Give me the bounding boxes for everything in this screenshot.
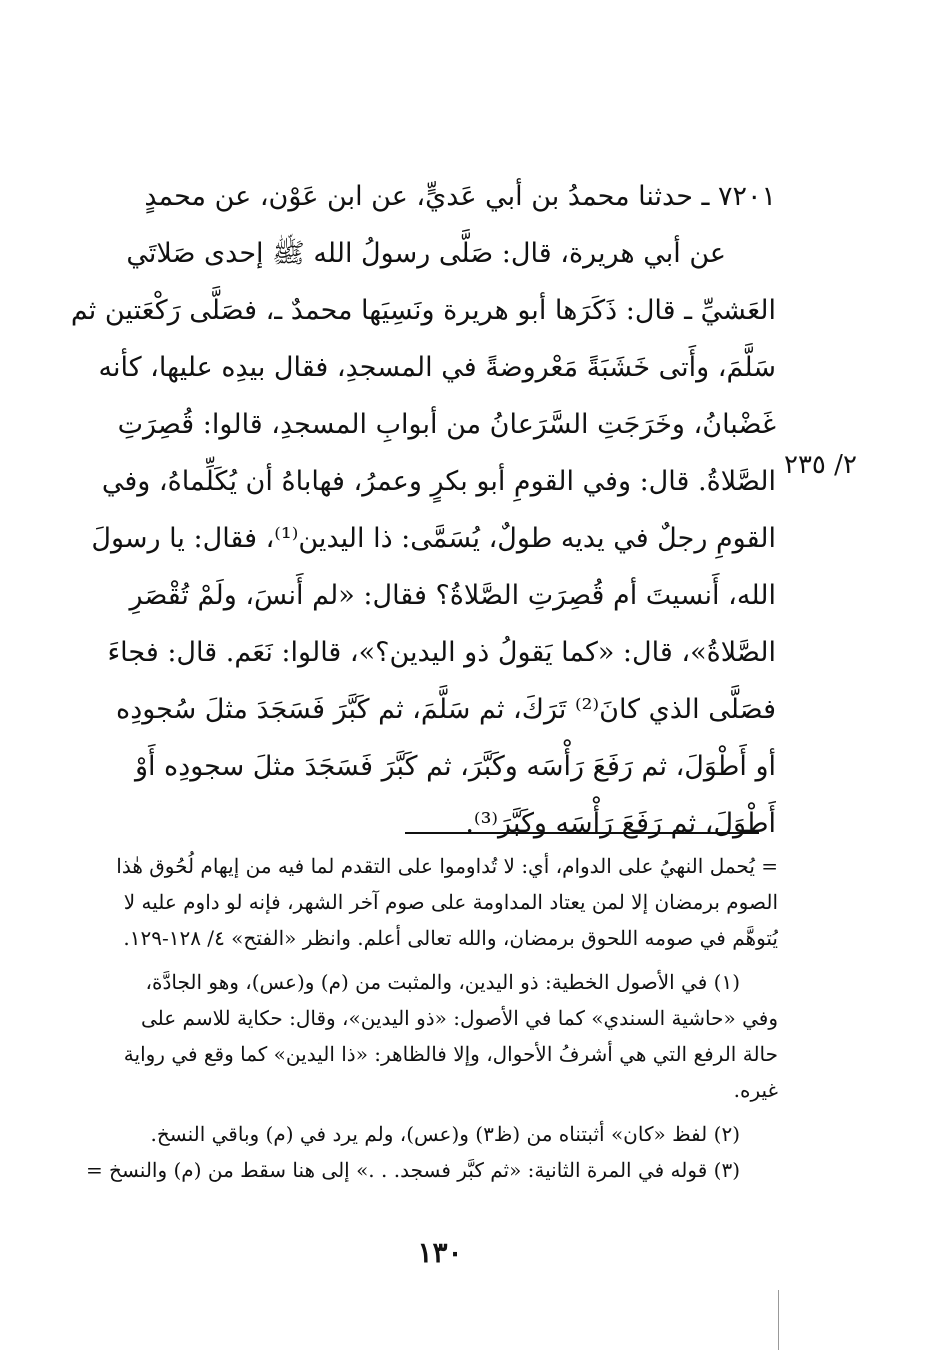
hadith-line: سَلَّمَ، وأَتى خَشَبَةً مَعْروضةً في المسجدِ، فقال بيدِه عليها، كأنه xyxy=(98,352,776,383)
hadith-line: الله، أَنسيتَ أم قُصِرَتِ الصَّلاةُ؟ فقال: «لم أَنسَ، ولَمْ تُقْصَرِ xyxy=(129,580,776,611)
footnote-gap xyxy=(66,956,778,964)
footnote-separator xyxy=(405,832,759,834)
hadith-line: الصَّلاةُ. قال: وفي القومِ أبو بكرٍ وعمرُ، فهاباهُ أن يُكَلِّماهُ، وفي xyxy=(101,466,776,497)
footnote-line: (٣) قوله في المرة الثانية: «ثم كبَّر فسجد. . .» إلى هنا سقط من (م) والنسخ = xyxy=(85,1158,740,1182)
hadith-line: غَضْبانُ، وخَرَجَتِ السَّرَعانُ من أبوابِ المسجدِ، قالوا: قُصِرَتِ xyxy=(117,409,776,440)
margin-reference: ٢/ ٢٣٥ xyxy=(784,450,857,480)
hadith-line: العَشيِّ ـ قال: ذَكَرَها أبو هريرة ونَسِيَها محمدٌ ـ، فصَلَّى رَكْعَتين ثم xyxy=(70,295,776,326)
hadith-line: عن أبي هريرة، قال: صَلَّى رسولُ الله ﷺ إحدى صَلاتَي xyxy=(126,238,726,269)
hadith-line: الصَّلاةُ»، قال: «كما يَقولُ ذو اليدين؟»، قالوا: نَعَم. قال: فجاءَ xyxy=(107,637,776,668)
footnote-line: حالة الرفع التي هي أشرفُ الأحوال، وإلا فالظاهر: «ذا اليدين» كما وقع في رواية xyxy=(123,1042,778,1066)
hadith-line: القومِ رجلٌ في يديه طولٌ، يُسَمَّى: ذا اليدين⁽¹⁾، فقال: يا رسولَ xyxy=(91,523,776,554)
footnotes xyxy=(66,848,778,1188)
footnote-line: (١) في الأصول الخطية: ذو اليدين، والمثبت من (م) و(عس)، وهو الجادَّة، xyxy=(145,970,740,994)
hadith-line: أو أَطْوَلَ، ثم رَفَعَ رَأْسَه وكَبَّرَ، ثم كَبَّرَ فَسَجَدَ مثلَ سجودِه أَوْ xyxy=(134,751,776,782)
footnote-line: (٢) لفظ «كان» أثبتناه من (ظ٣) و(عس)، ولم يرد في (م) وباقي النسخ. xyxy=(150,1122,740,1146)
footnote-line: = يُحمل النهيُ على الدوام، أي: لا تُداوموا على التقدم لما فيه من إيهام لُحُوق هٰذا xyxy=(116,854,778,878)
footnote-line: يُتوهَّم في صومه اللحوق برمضان، والله تعالى أعلم. وانظر «الفتح» ٤/ ١٢٨-١٢٩. xyxy=(123,926,778,950)
footnote-line: وفي «حاشية السندي» كما في الأصول: «ذو اليدين»، وقال: حكاية للاسم على xyxy=(140,1006,778,1030)
hadith-line: فصَلَّى الذي كانَ⁽²⁾ تَرَكَ، ثم سَلَّمَ، ثم كَبَّرَ فَسَجَدَ مثلَ سُجودِه xyxy=(116,694,776,725)
scan-binding-line xyxy=(778,1290,779,1350)
page-number: ١٣٠ xyxy=(417,1236,463,1269)
hadith-text xyxy=(66,168,776,852)
footnote-line: الصوم برمضان إلا لمن يعتاد المداومة على صوم آخر الشهر، فإنه لو داوم عليه لا xyxy=(123,890,778,914)
footnote-line: غيره. xyxy=(733,1078,778,1102)
footnote-gap xyxy=(66,1108,778,1116)
hadith-line: أَطْوَلَ، ثم رَفَعَ رَأْسَه وكَبَّرَ⁽³⁾. xyxy=(465,808,776,839)
hadith-line: ٧٢٠١ ـ حدثنا محمدُ بن أبي عَديٍّ، عن ابن عَوْن، عن محمدٍ xyxy=(144,181,776,212)
